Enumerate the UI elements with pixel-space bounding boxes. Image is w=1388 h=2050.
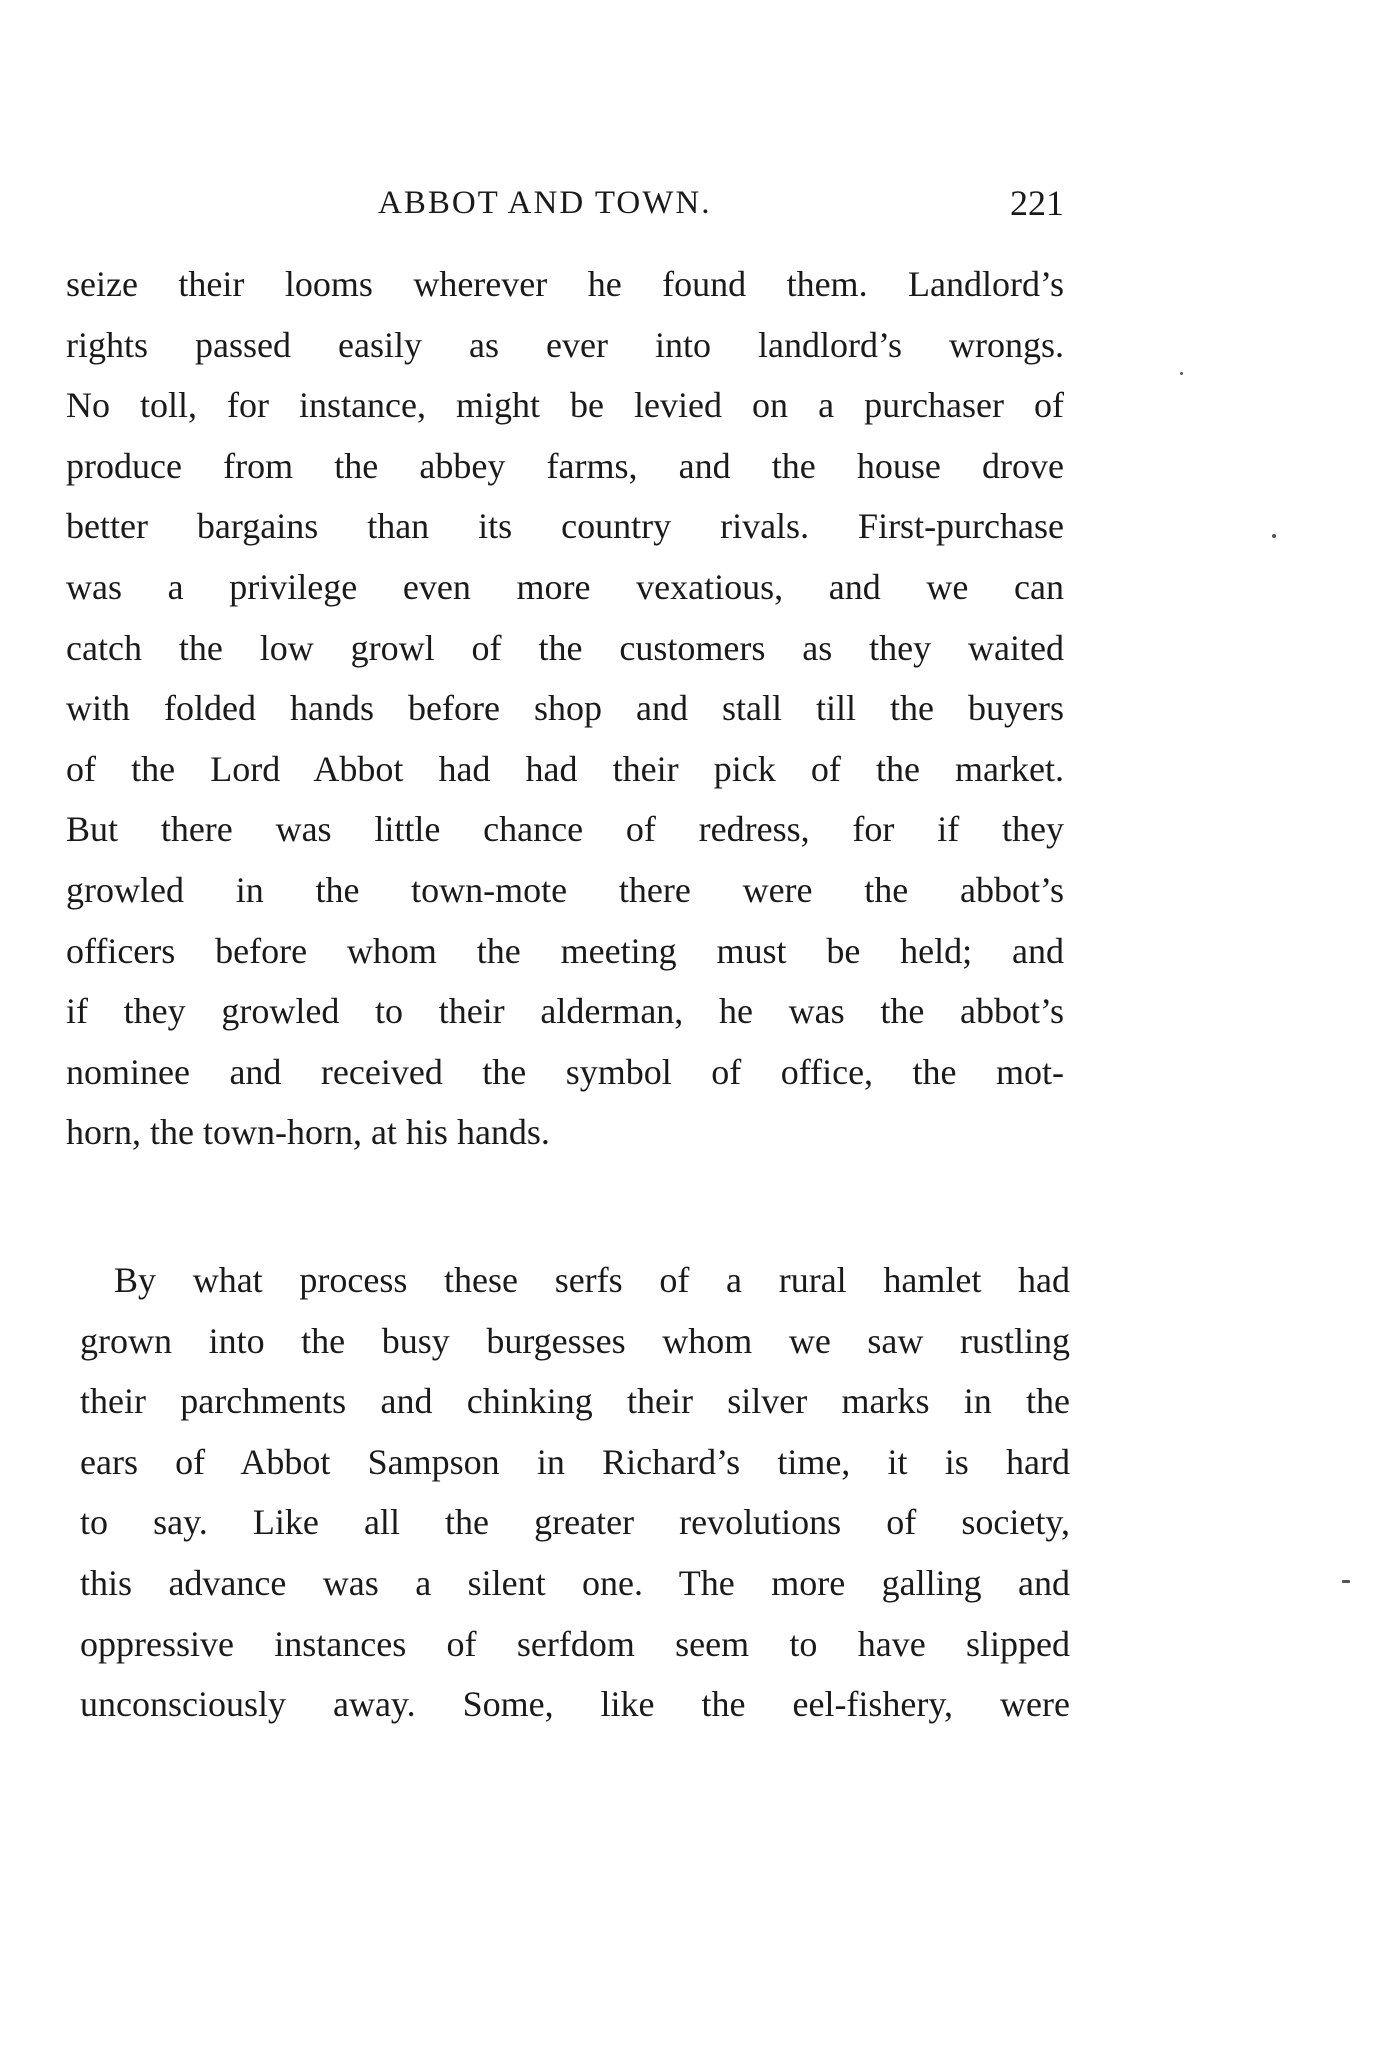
- text-line: seize their looms wherever he found them. Landlord’s: [66, 264, 1064, 304]
- paragraph-2: [80, 1250, 1070, 1735]
- text-line: rights passed easily as ever into landlord’s wrongs.: [66, 324, 1064, 365]
- text-line: ears of Abbot Sampson in Richard’s time, it is hard: [80, 1441, 1070, 1482]
- text-line: No toll, for instance, might be levied on a purchaser of: [66, 385, 1064, 426]
- running-head: [66, 178, 1064, 228]
- text-line: of the Lord Abbot had had their pick of the market.: [66, 748, 1064, 789]
- text-line: officers before whom the meeting must be held; and: [66, 930, 1064, 971]
- scan-speck: [1342, 1580, 1350, 1583]
- running-title: ABBOT AND TOWN.: [378, 185, 712, 221]
- text-line: growled in the town-mote there were the abbot’s: [66, 869, 1064, 910]
- paragraph-1: [66, 254, 1064, 1163]
- text-line: produce from the abbey farms, and the house drove: [66, 445, 1064, 486]
- scan-speck: [1180, 372, 1183, 375]
- text-line: catch the low growl of the customers as they waited: [66, 627, 1064, 668]
- text-line: better bargains than its country rivals. First-purchase: [66, 506, 1064, 547]
- text-line: horn, the town-horn, at his hands.: [66, 1112, 550, 1153]
- page-number: 221: [1010, 183, 1064, 223]
- text-line: this advance was a silent one. The more galling and: [80, 1562, 1070, 1603]
- text-line: But there was little chance of redress, for if they: [66, 809, 1064, 850]
- text-line: with folded hands before shop and stall till the buyers: [66, 688, 1064, 729]
- text-line: to say. Like all the greater revolutions of society,: [80, 1502, 1070, 1543]
- text-line: nominee and received the symbol of office, the mot-: [66, 1051, 1064, 1092]
- text-line: By what process these serfs of a rural hamlet had: [114, 1260, 1070, 1300]
- text-line: oppressive instances of serfdom seem to have slipped: [80, 1623, 1070, 1664]
- text-line: grown into the busy burgesses whom we saw rustling: [80, 1320, 1070, 1361]
- text-line: if they growled to their alderman, he was the abbot’s: [66, 991, 1064, 1032]
- scan-speck: [1272, 534, 1276, 538]
- text-line: their parchments and chinking their silver marks in the: [80, 1381, 1070, 1422]
- text-line: was a privilege even more vexatious, and we can: [66, 566, 1064, 607]
- text-line: unconsciously away. Some, like the eel-fishery, were: [80, 1684, 1070, 1725]
